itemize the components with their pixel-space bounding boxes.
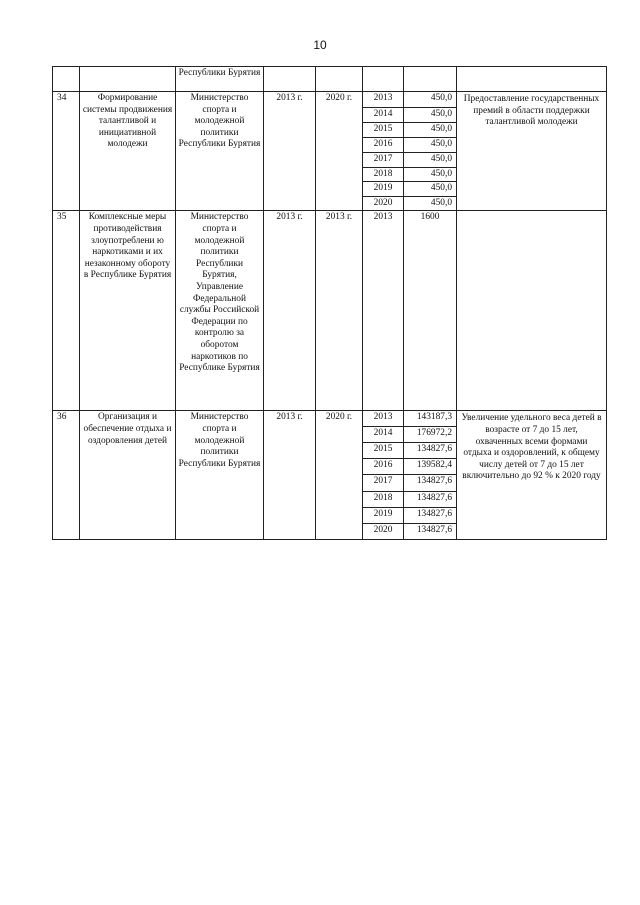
finance-value: 450,0 bbox=[404, 108, 457, 123]
start-year: 2013 г. bbox=[264, 92, 316, 211]
finance-value: 143187,3 bbox=[404, 411, 457, 427]
finance-year: 2014 bbox=[363, 108, 404, 123]
cont-name-cell bbox=[80, 67, 176, 92]
continuation-row bbox=[53, 67, 607, 92]
finance-value: 450,0 bbox=[404, 138, 457, 153]
responsible-org: Министерство спорта и молодежной политики Республики Бурятия bbox=[176, 92, 264, 211]
start-year: 2013 г. bbox=[264, 411, 316, 540]
responsible-org: Министерство спорта и молодежной политики Республики Бурятия, Управление Федеральной службы Российской Федерации по контролю за оборотом наркотиков по Республике Бурятия bbox=[176, 211, 264, 411]
cont-start-cell bbox=[264, 67, 316, 92]
end-year: 2020 г. bbox=[316, 411, 363, 540]
finance-year: 2020 bbox=[363, 524, 404, 540]
table-row bbox=[53, 211, 607, 411]
activity-name: Комплексные меры противодействия злоупотреблени ю наркотиками и их незаконному обороту в Республике Бурятия bbox=[80, 211, 176, 411]
finance-year: 2013 bbox=[363, 92, 404, 108]
finance-value: 1600 bbox=[404, 211, 457, 411]
cont-value-cell bbox=[404, 67, 457, 92]
cont-num-cell bbox=[53, 67, 80, 92]
start-year: 2013 г. bbox=[264, 211, 316, 411]
row-number: 35 bbox=[53, 211, 80, 411]
cont-org-cell: Республики Бурятия bbox=[176, 67, 264, 92]
finance-value: 450,0 bbox=[404, 196, 457, 211]
cont-outcome-cell bbox=[457, 67, 607, 92]
finance-value: 176972,2 bbox=[404, 427, 457, 443]
finance-value: 134827,6 bbox=[404, 443, 457, 459]
row-number: 36 bbox=[53, 411, 80, 540]
finance-value: 450,0 bbox=[404, 92, 457, 108]
cont-end-cell bbox=[316, 67, 363, 92]
table-row bbox=[53, 411, 607, 427]
finance-year: 2016 bbox=[363, 138, 404, 153]
finance-value: 450,0 bbox=[404, 167, 457, 182]
finance-value: 134827,6 bbox=[404, 475, 457, 492]
finance-year: 2013 bbox=[363, 411, 404, 427]
end-year: 2020 г. bbox=[316, 92, 363, 211]
finance-year: 2017 bbox=[363, 153, 404, 168]
finance-year: 2014 bbox=[363, 427, 404, 443]
responsible-org: Министерство спорта и молодежной политики Республики Бурятия bbox=[176, 411, 264, 540]
cont-year-cell bbox=[363, 67, 404, 92]
finance-value: 134827,6 bbox=[404, 508, 457, 524]
finance-year: 2019 bbox=[363, 182, 404, 197]
finance-year: 2018 bbox=[363, 492, 404, 508]
finance-value: 450,0 bbox=[404, 182, 457, 197]
row-number: 34 bbox=[53, 92, 80, 211]
finance-value: 450,0 bbox=[404, 123, 457, 138]
finance-value: 139582,4 bbox=[404, 459, 457, 475]
program-table bbox=[52, 66, 607, 540]
finance-year: 2015 bbox=[363, 443, 404, 459]
finance-year: 2018 bbox=[363, 167, 404, 182]
end-year: 2013 г. bbox=[316, 211, 363, 411]
expected-outcome: Предоставление государственных премий в области поддержки талантливой молодежи bbox=[457, 92, 607, 211]
finance-value: 450,0 bbox=[404, 153, 457, 168]
finance-year: 2013 bbox=[363, 211, 404, 411]
finance-value: 134827,6 bbox=[404, 524, 457, 540]
finance-year: 2020 bbox=[363, 196, 404, 211]
page-number: 10 bbox=[313, 38, 327, 52]
finance-year: 2017 bbox=[363, 475, 404, 492]
finance-value: 134827,6 bbox=[404, 492, 457, 508]
activity-name: Организация и обеспечение отдыха и оздоровления детей bbox=[80, 411, 176, 540]
finance-year: 2015 bbox=[363, 123, 404, 138]
finance-year: 2019 bbox=[363, 508, 404, 524]
finance-year: 2016 bbox=[363, 459, 404, 475]
expected-outcome bbox=[457, 211, 607, 411]
table-row bbox=[53, 92, 607, 108]
expected-outcome: Увеличение удельного веса детей в возрасте от 7 до 15 лет, охваченных всеми формами отдыха и оздоровлений, к общему числу детей от 7 до 15 лет включительно до 92 % к 2020 году bbox=[457, 411, 607, 540]
activity-name: Формирование системы продвижения талантливой и инициативной молодежи bbox=[80, 92, 176, 211]
